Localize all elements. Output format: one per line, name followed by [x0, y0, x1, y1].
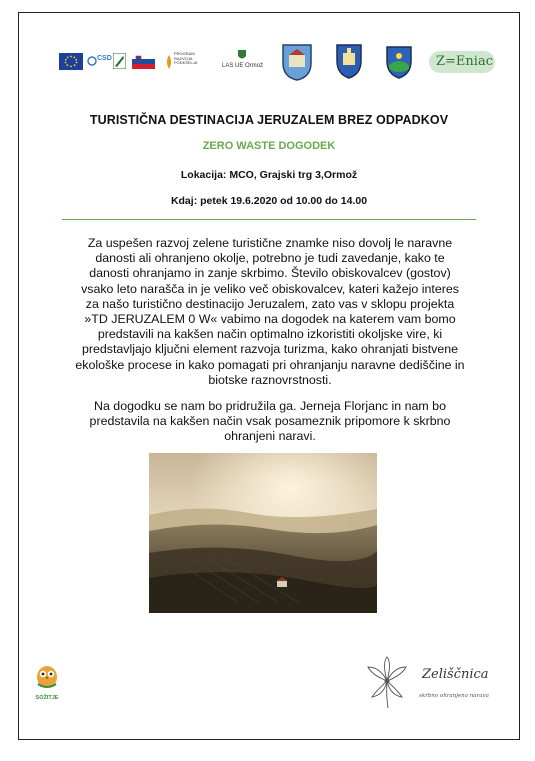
landscape-photo	[149, 453, 377, 613]
green-emblem-logo	[113, 53, 126, 69]
event-subtitle: ZERO WASTE DOGODEK	[202, 140, 336, 152]
las-emblem-icon	[237, 49, 247, 61]
sozitje-logo	[35, 663, 59, 701]
program-logo-text: PROGRAM RAZVOJA PODEŽELJA	[174, 51, 198, 66]
zeliscnica-logo	[364, 653, 504, 713]
zeniac-logo	[429, 51, 495, 73]
flower-icon	[364, 653, 410, 709]
las-ue-ormoz-logo	[219, 49, 265, 75]
heading-divider	[62, 219, 476, 220]
event-location: Lokacija: MCO, Grajski trg 3,Ormož	[180, 169, 358, 181]
program-razvoja-logo	[165, 52, 201, 74]
sozitje-logo-text: SOŽITJE	[35, 695, 59, 701]
body-paragraph-1: Za uspešen razvoj zelene turistične znamke niso dovolj le naravne danosti ali ohranjeno okolje, potrebno je tudi zavedanje, kako te danosti ohranjamo in zanje skrbimo. Število obiskovalcev (gostov) vsako leto narašča in je veliko več obiskovalcev, kateri kažejo interes za našo turistično destinacijo Jeruzalem, zato vas v sklopu projekta »TD JERUZALEM 0 W« vabimo na dogodek na katerem vam bomo predstavili na kakšen način optimalno izkoristiti okoljske vire, ki predstavljajo ključni element razvoja turizma, kako ohranjati bistvene ekološke procese in kako pomagati pri ohranjanju naravne dediščine in biotske raznovrstnosti.	[75, 236, 465, 387]
zeniac-logo-text: Z=Eniac	[436, 54, 493, 69]
csd-logo-text: CSD	[97, 55, 112, 62]
csd-circle-icon	[87, 56, 97, 66]
zeliscnica-logo-tagline: skrbno ohranjena narava	[419, 693, 489, 699]
event-date-time: Kdaj: petek 19.6.2020 od 10.00 do 14.00	[170, 195, 368, 207]
las-logo-text: LAS UE Ormož	[222, 63, 264, 69]
csd-logo	[87, 54, 111, 68]
zeliscnica-logo-name: Zeliščnica	[422, 667, 489, 682]
municipal-coat-of-arms-1	[281, 43, 313, 81]
body-paragraph-2: Na dogodku se nam bo pridružila ga. Jerneja Florjanc in nam bo predstavila na kakšen način vsak posameznik pripomore k skrbno ohranjeni naravi.	[89, 399, 451, 444]
leaf-icon	[165, 54, 173, 70]
municipal-coat-of-arms-2	[335, 43, 363, 79]
municipal-coat-of-arms-3	[385, 45, 413, 79]
owl-icon	[35, 663, 59, 689]
document-page	[18, 12, 520, 740]
eu-flag-logo	[59, 53, 83, 70]
sponsor-logos	[59, 43, 499, 93]
slovenia-flag-logo	[132, 54, 155, 69]
event-title: TURISTIČNA DESTINACIJA JERUZALEM BREZ ODPADKOV	[89, 113, 449, 127]
